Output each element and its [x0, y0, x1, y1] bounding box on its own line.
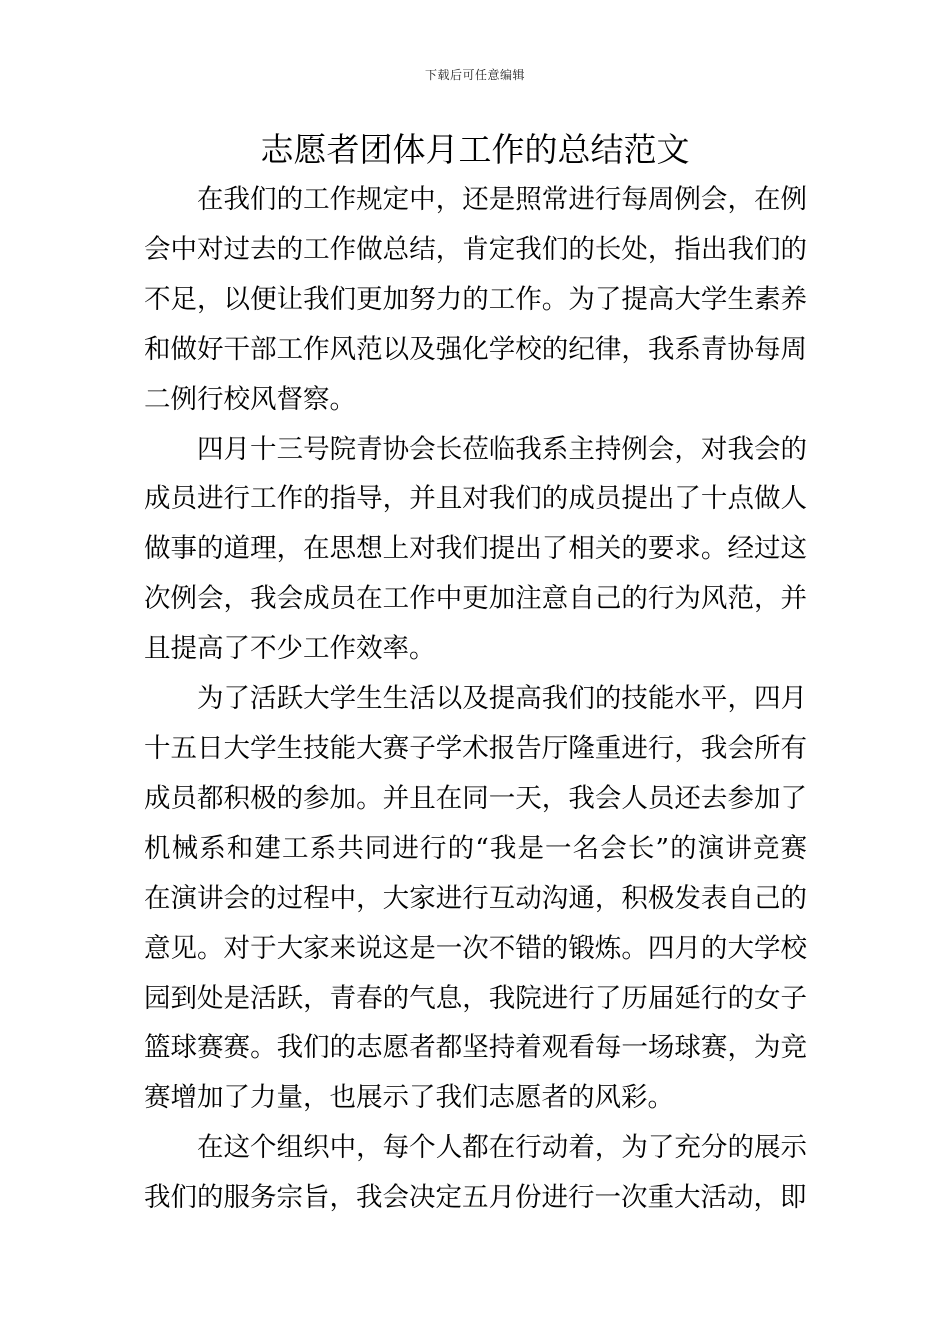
header-note: 下载后可任意编辑 — [424, 68, 525, 82]
paragraph-4: 在这个组织中，每个人都在行动着，为了充分的展示我们的服务宗旨，我会决定五月份进行一次重大活动，即 — [144, 1132, 807, 1214]
paragraph-2: 四月十三号院青协会长莅临我系主持例会，对我会的成员进行工作的指导，并且对我们的成员提出了十点做人做事的道理，在思想上对我们提出了相关的要求。经过这次例会，我会成员在工作中更加注意自己的行为风范，并且提高了不少工作效率。 — [144, 433, 807, 665]
document-title: 志愿者团体月工作的总结范文 — [260, 130, 690, 169]
document-body — [144, 175, 807, 1223]
paragraph-1: 在我们的工作规定中，还是照常进行每周例会，在例会中对过去的工作做总结，肯定我们的长处，指出我们的不足，以便让我们更加努力的工作。为了提高大学生素养和做好干部工作风范以及强化学校的纪律，我系青协每周二例行校风督察。 — [144, 184, 807, 415]
paragraph-3: 为了活跃大学生生活以及提高我们的技能水平，四月十五日大学生技能大赛子学术报告厅隆重进行，我会所有成员都积极的参加。并且在同一天，我会人员还去参加了机械系和建工系共同进行的“我是一名会长”的演讲竞赛在演讲会的过程中，大家进行互动沟通，积极发表自己的意见。对于大家来说这是一次不错的锻炼。四月的大学校园到处是活跃，青春的气息，我院进行了历届延行的女子篮球赛赛。我们的志愿者都坚持着观看每一场球赛，为竞赛增加了力量，也展示了我们志愿者的风彩。 — [144, 683, 807, 1114]
